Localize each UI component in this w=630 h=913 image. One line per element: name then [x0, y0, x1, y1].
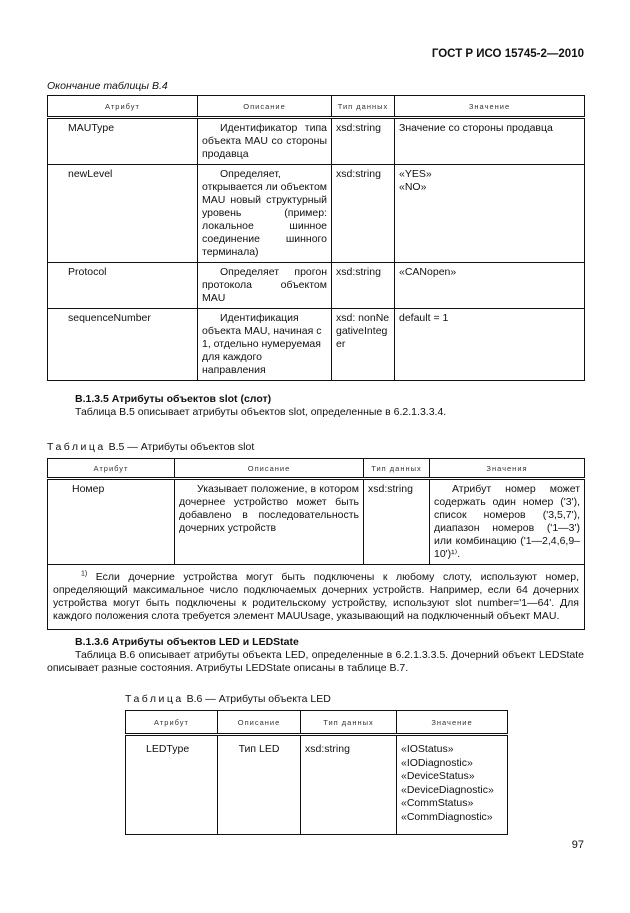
table-header-row — [126, 711, 508, 735]
cell-type: xsd:string — [332, 263, 395, 309]
cell-value: default = 1 — [395, 309, 585, 381]
cell-attr: Номер — [48, 479, 175, 565]
column-header: Атрибут — [126, 711, 218, 735]
cell-value: Значение со стороны продавца — [395, 118, 585, 165]
cell-value: Атрибут номер может содержать один номер ('3'), список номеров ('3,5,7'), диапазон номеров ('1—3') или комбинацию ('1—2,4,6,9–10')¹⁾. — [430, 479, 585, 565]
cell-attr: sequenceNumber — [48, 309, 198, 381]
section-text-b136: Таблица В.6 описывает атрибуты объекта LED, определенные в 6.2.1.3.3.5. Дочерний объект LEDState описывает разные состояния. Атрибуты LEDState описаны в таблице В.7. — [47, 649, 584, 674]
page-number: 97 — [571, 839, 584, 851]
table-b6-caption — [47, 693, 584, 706]
cell-attr: LEDType — [126, 735, 218, 835]
column-header: Значение — [395, 96, 585, 118]
table-row — [48, 309, 585, 381]
caption-text: В.6 — Атрибуты объекта LED — [186, 693, 331, 705]
table-b5 — [47, 458, 585, 630]
table-b4 — [47, 95, 585, 381]
caption-label: Таблица — [125, 693, 184, 705]
table-header-row — [48, 96, 585, 118]
table-row — [48, 165, 585, 263]
table-row — [48, 263, 585, 309]
cell-desc: Определяет прогон протокола объектом MAU — [198, 263, 332, 309]
cell-type: xsd: nonNegativeInteger — [332, 309, 395, 381]
caption-text: В.5 — Атрибуты объектов slot — [108, 441, 255, 453]
column-header: Атрибут — [48, 96, 198, 118]
column-header: Значение — [397, 711, 508, 735]
section-heading-b135: B.1.3.5 Атрибуты объектов slot (слот) — [75, 393, 272, 405]
column-header: Описание — [218, 711, 301, 735]
cell-type: xsd:string — [332, 118, 395, 165]
section-text-b135: Таблица В.5 описывает атрибуты объектов slot, определенные в 6.2.1.3.3.4. — [75, 406, 447, 418]
footnote-mark: 1) — [81, 570, 88, 578]
table-b5-caption — [47, 441, 584, 454]
table-row — [48, 118, 585, 165]
cell-attr: MAUType — [48, 118, 198, 165]
column-header: Тип данных — [332, 96, 395, 118]
section-heading-b136: B.1.3.6 Атрибуты объектов LED и LEDState — [75, 636, 299, 648]
column-header: Тип данных — [364, 459, 430, 479]
cell-type: xsd:string — [301, 735, 397, 835]
cell-desc: Идентификация объекта MAU, начиная с 1, отдельно нумеруемая для каждого направления — [198, 309, 332, 381]
table-row — [48, 479, 585, 565]
footnote-cell — [48, 565, 585, 630]
column-header: Тип данных — [301, 711, 397, 735]
cell-attr: Protocol — [48, 263, 198, 309]
caption-label: Таблица — [47, 441, 106, 453]
cell-value: «YES» «NO» — [395, 165, 585, 263]
cell-value: «CANopen» — [395, 263, 585, 309]
cell-value: «IOStatus» «IODiagnostic» «DeviceStatus» «DeviceDiagnostic» «CommStatus» «CommDiagnostic» — [397, 735, 508, 835]
cell-type: xsd:string — [364, 479, 430, 565]
cell-type: xsd:string — [332, 165, 395, 263]
table-b6 — [125, 710, 508, 835]
table-header-row — [48, 459, 585, 479]
cell-attr: newLevel — [48, 165, 198, 263]
cell-desc: Тип LED — [218, 735, 301, 835]
column-header: Значения — [430, 459, 585, 479]
column-header: Описание — [175, 459, 364, 479]
cell-desc: Определяет, открывается ли объектом MAU новый структурный уровень (пример: локальное шинное соединение шинного терминала) — [198, 165, 332, 263]
footnote-text: Если дочерние устройства могут быть подключены к любому слоту, используют номер, определяющий максимальное число подключаемых дочерних устройств. Например, если 64 дочерних устройства могут быть подключены к родительскому устройству, используют slot number='1—64'. Для каждого положения слота требуется элемент MAUUsage, указывающий на подключенный объект MAU. — [53, 571, 579, 622]
column-header: Описание — [198, 96, 332, 118]
cell-desc: Указывает положение, в котором дочернее устройство может быть добавлено в последовательность дочерних устройств — [175, 479, 364, 565]
footnote-row — [48, 565, 585, 630]
table-row — [126, 735, 508, 835]
table-b4-caption: Окончание таблицы В.4 — [47, 80, 168, 92]
column-header: Атрибут — [48, 459, 175, 479]
cell-desc: Идентификатор типа объекта MAU со стороны продавца — [198, 118, 332, 165]
standard-header: ГОСТ Р ИСО 15745-2—2010 — [431, 48, 584, 60]
